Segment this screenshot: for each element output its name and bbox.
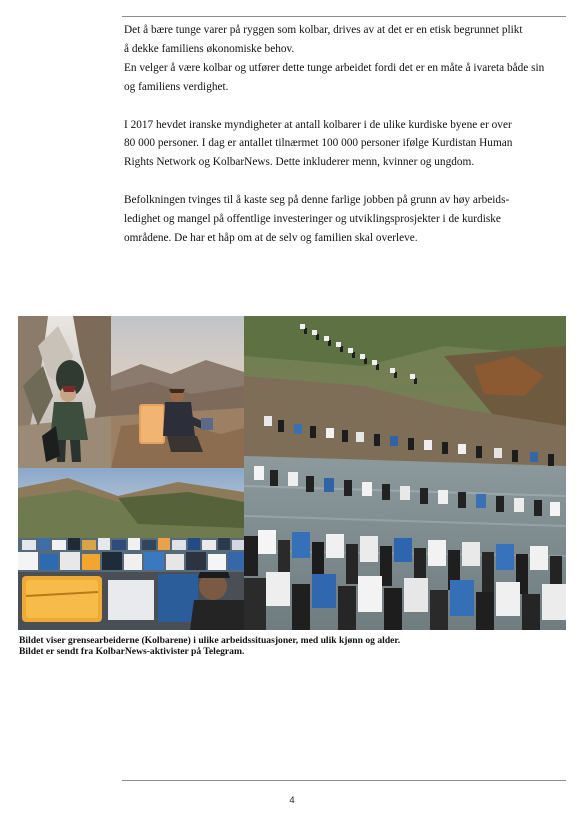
photo-boy-carrier bbox=[111, 316, 244, 468]
paragraph-line: Rights Network og KolbarNews. Dette inkluderer menn, kvinner og ungdom. bbox=[124, 156, 475, 169]
paragraph-1 bbox=[124, 21, 570, 97]
photo-collage bbox=[18, 316, 566, 630]
caption-line: Bildet viser grensearbeiderne (Kolbarene) i ulike arbeidssituasjoner, med ulik kjønn og alder. bbox=[19, 635, 401, 646]
paragraph-line: ledighet og mangel på offentlige investeringer og utviklingsprosjekter i de kurdiske bbox=[124, 213, 501, 226]
paragraph-3 bbox=[124, 191, 570, 248]
header-rule bbox=[122, 16, 566, 17]
paragraph-line: 80 000 personer. I dag er antallet tilnærmet 100 000 personer ifølge Kurdistan Human bbox=[124, 137, 513, 150]
paragraph-line: områdene. De har et håp om at de selv og familien skal overleve. bbox=[124, 231, 418, 244]
paragraph-2 bbox=[124, 116, 570, 173]
figure-caption bbox=[19, 635, 559, 658]
photo-carrier-crowd bbox=[18, 468, 244, 630]
photo-river-crossing bbox=[244, 316, 566, 630]
paragraph-line: å dekke familiens økonomiske behov. bbox=[124, 42, 295, 55]
page-number: 4 bbox=[289, 795, 295, 806]
paragraph-line: Det å bære tunge varer på ryggen som kolbar, drives av at det er en etisk begrunnet plikt bbox=[124, 24, 523, 36]
photo-woman-carrier bbox=[18, 316, 111, 468]
paragraph-line: og familiens verdighet. bbox=[124, 80, 229, 93]
footer-rule bbox=[122, 780, 566, 781]
paragraph-line: Befolkningen tvinges til å kaste seg på denne farlige jobben på grunn av høy arbeids- bbox=[124, 194, 510, 207]
caption-line: Bildet er sendt fra KolbarNews-aktivister på Telegram. bbox=[19, 646, 245, 658]
paragraph-line: I 2017 hevdet iranske myndigheter at antall kolbarer i de ulike kurdiske byene er over bbox=[124, 118, 512, 131]
paragraph-line: En velger å være kolbar og utfører dette tunge arbeidet fordi det er en måte å ivareta både sin bbox=[124, 61, 545, 74]
body-text bbox=[124, 21, 570, 248]
